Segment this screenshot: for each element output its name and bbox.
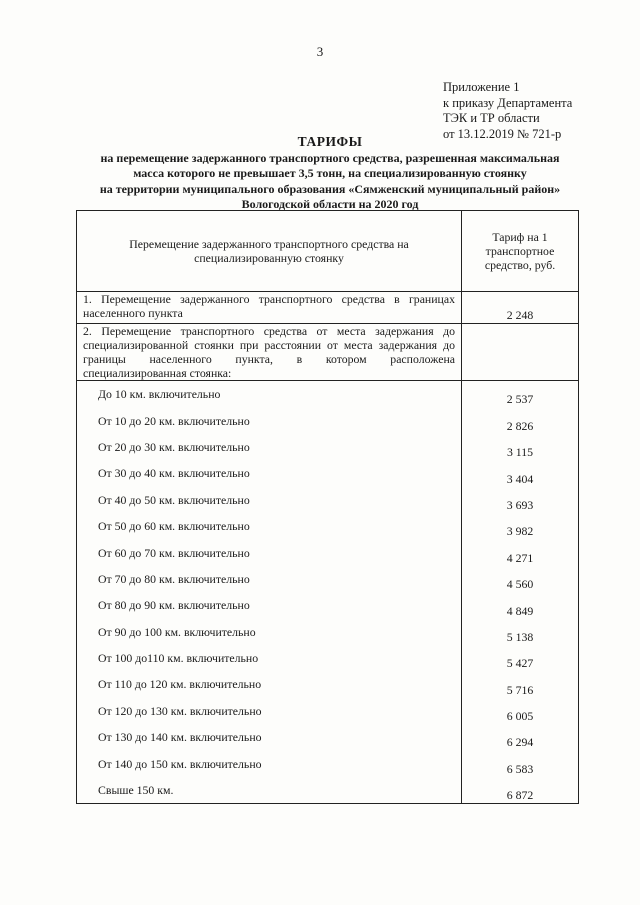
table-row bbox=[77, 513, 579, 539]
header-description: Перемещение задержанного транспортного средства на специализированную стоянку bbox=[77, 211, 462, 292]
title-main: ТАРИФЫ bbox=[297, 134, 363, 149]
distance-label: От 10 до 20 км. включительно bbox=[77, 407, 462, 433]
distance-value: 4 271 bbox=[462, 539, 579, 565]
appendix-line: к приказу Департамента bbox=[443, 95, 573, 110]
table-row bbox=[77, 324, 579, 381]
row-label: 1. Перемещение задержанного транспортного средства в границах населенного пункта bbox=[77, 292, 462, 324]
distance-label: От 100 до110 км. включительно bbox=[77, 645, 462, 671]
distance-label: От 90 до 100 км. включительно bbox=[77, 619, 462, 645]
distance-label: От 70 до 80 км. включительно bbox=[77, 566, 462, 592]
distance-label: От 130 до 140 км. включительно bbox=[77, 724, 462, 750]
table-row bbox=[77, 407, 579, 433]
table-row bbox=[77, 645, 579, 671]
distance-value: 3 693 bbox=[462, 487, 579, 513]
distance-label: От 20 до 30 км. включительно bbox=[77, 434, 462, 460]
table-row bbox=[77, 698, 579, 724]
table-row bbox=[77, 460, 579, 486]
distance-value: 5 716 bbox=[462, 671, 579, 697]
row-value: 2 248 bbox=[462, 292, 579, 324]
appendix-line: Приложение 1 bbox=[443, 80, 520, 94]
table-row bbox=[77, 566, 579, 592]
distance-value: 4 560 bbox=[462, 566, 579, 592]
table-row bbox=[77, 619, 579, 645]
distance-label: От 50 до 60 км. включительно bbox=[77, 513, 462, 539]
distance-value: 2 537 bbox=[462, 381, 579, 408]
distance-label: Свыше 150 км. bbox=[77, 777, 462, 804]
distance-value: 6 294 bbox=[462, 724, 579, 750]
distance-label: От 140 до 150 км. включительно bbox=[77, 750, 462, 776]
table-row bbox=[77, 292, 579, 324]
distance-value: 6 872 bbox=[462, 777, 579, 804]
distance-value: 6 005 bbox=[462, 698, 579, 724]
distance-value: 3 115 bbox=[462, 434, 579, 460]
table-header-row bbox=[77, 211, 579, 292]
distance-label: От 110 до 120 км. включительно bbox=[77, 671, 462, 697]
distance-value: 3 982 bbox=[462, 513, 579, 539]
distance-value: 5 427 bbox=[462, 645, 579, 671]
distance-value: 3 404 bbox=[462, 460, 579, 486]
appendix-block bbox=[443, 80, 572, 142]
table-row bbox=[77, 592, 579, 618]
distance-label: От 120 до 130 км. включительно bbox=[77, 698, 462, 724]
distance-label: От 30 до 40 км. включительно bbox=[77, 460, 462, 486]
table-row bbox=[77, 750, 579, 776]
distance-label: От 80 до 90 км. включительно bbox=[77, 592, 462, 618]
distance-label: До 10 км. включительно bbox=[77, 381, 462, 408]
document-title bbox=[60, 134, 600, 213]
table-row bbox=[77, 724, 579, 750]
distance-label: От 60 до 70 км. включительно bbox=[77, 539, 462, 565]
appendix-line: от 13.12.2019 № 721-р bbox=[443, 126, 562, 141]
distance-value: 6 583 bbox=[462, 750, 579, 776]
table-row bbox=[77, 539, 579, 565]
table-row bbox=[77, 777, 579, 804]
table-row bbox=[77, 487, 579, 513]
title-line: Вологодской области на 2020 год bbox=[241, 197, 419, 211]
header-tariff: Тариф на 1 транспортное средство, руб. bbox=[462, 211, 579, 292]
appendix-line: ТЭК и ТР области bbox=[443, 111, 540, 125]
distance-value: 5 138 bbox=[462, 619, 579, 645]
table-row bbox=[77, 381, 579, 408]
page-number: 3 bbox=[316, 44, 324, 59]
row-value-empty bbox=[462, 324, 579, 381]
distance-label: От 40 до 50 км. включительно bbox=[77, 487, 462, 513]
tariff-table bbox=[76, 210, 579, 804]
distance-value: 2 826 bbox=[462, 407, 579, 433]
title-line: на территории муниципального образования «Сямженский муниципальный район» bbox=[99, 181, 561, 196]
table-row bbox=[77, 671, 579, 697]
title-line: на перемещение задержанного транспортного средства, разрешенная максимальная bbox=[100, 150, 560, 165]
table-row bbox=[77, 434, 579, 460]
distance-value: 4 849 bbox=[462, 592, 579, 618]
section-label: 2. Перемещение транспортного средства от места задержания до специализированной стоянки при расстоянии от места задержания до границы населенного пункта, в котором расположена специализированная стоянка: bbox=[77, 324, 462, 381]
title-line: масса которого не превышает 3,5 тонн, на специализированную стоянку bbox=[133, 166, 527, 180]
